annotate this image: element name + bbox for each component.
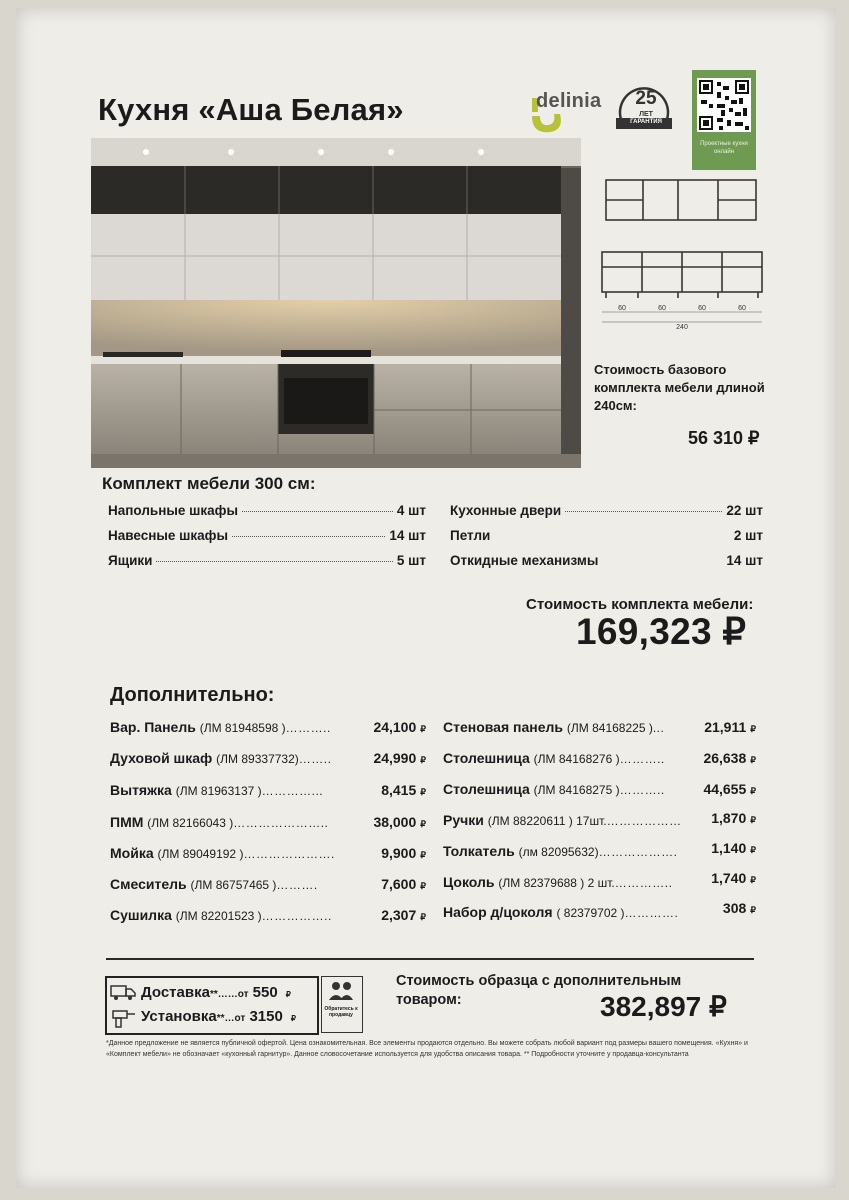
- delivery-mark: **: [209, 989, 218, 1000]
- dim-label: 60: [618, 305, 626, 312]
- consultant-icon: [328, 980, 354, 1002]
- guarantee-years: ЛЕТ: [639, 111, 653, 118]
- dim-total-label: 240: [676, 324, 688, 331]
- extra-item-code: (ЛМ 82201523 ): [175, 909, 262, 923]
- extra-item-dots: ………………….: [243, 847, 335, 861]
- extra-item-name: Сушилка: [110, 907, 172, 923]
- set-item-qty: 2 шт: [733, 528, 763, 543]
- currency-sign: ₽: [420, 881, 426, 891]
- extra-item-dots: ………..: [619, 783, 665, 797]
- set-item-qty: 14 шт: [389, 528, 426, 543]
- extra-item-price: [668, 840, 756, 856]
- extra-item: [443, 750, 665, 766]
- price-value: 24,990: [373, 750, 417, 766]
- set-title: Комплект мебели 300 см:: [102, 474, 316, 493]
- extra-item-price: [340, 907, 426, 923]
- price-value: 1,140: [711, 840, 747, 856]
- dim-label: 60: [698, 305, 706, 312]
- extra-item-code: (ЛМ 82379688 ) 2 шт.: [498, 876, 615, 890]
- extra-item: [443, 812, 682, 828]
- page-title: Кухня «Аша Белая»: [98, 92, 404, 127]
- brand-name: delinia: [536, 90, 602, 112]
- extra-item-price: [668, 870, 756, 886]
- extra-item: [443, 904, 678, 920]
- extra-item: [110, 876, 318, 892]
- set-item: [108, 528, 426, 543]
- extra-item-price: [340, 782, 426, 798]
- extra-item-dots: ………….: [624, 906, 679, 920]
- price-value: 1,740: [711, 870, 747, 886]
- extra-item-dots: …………..: [614, 876, 673, 890]
- sample-price-label: Стоимость образца с дополнительным товаром:: [396, 973, 682, 1008]
- extra-item: [443, 843, 677, 859]
- currency-sign: ₽: [750, 845, 756, 855]
- extra-item-name: Духовой шкаф: [110, 750, 213, 766]
- base-price-label: Стоимость базового комплекта мебели длиной 240см:: [594, 362, 765, 413]
- currency-sign: ₽: [420, 755, 426, 765]
- extra-item-code: (ЛМ 84168225 ): [566, 721, 653, 735]
- price-value: 44,655: [703, 781, 747, 797]
- extra-item-name: Стеновая панель: [443, 719, 564, 735]
- price-value: 8,415: [381, 782, 417, 798]
- extra-item-code: (ЛМ 84168276 ): [533, 752, 620, 766]
- set-item-name: Навесные шкафы: [108, 528, 229, 543]
- extra-item: [110, 719, 331, 735]
- extra-item-price: [340, 876, 426, 892]
- extra-item: [110, 907, 332, 923]
- extra-item-price: [340, 719, 426, 735]
- extra-item-name: Мойка: [110, 845, 154, 861]
- dim-label: 60: [738, 305, 746, 312]
- extra-item-name: Вар. Панель: [110, 719, 196, 735]
- install-from: …от: [224, 1013, 246, 1024]
- delivery-price: 550: [252, 984, 278, 1001]
- price-value: 9,900: [381, 845, 417, 861]
- extra-item-dots: ………..: [285, 721, 331, 735]
- extra-item-price: [668, 750, 756, 766]
- set-item-name: Откидные механизмы: [450, 553, 599, 568]
- set-item: [108, 553, 426, 568]
- currency-sign: ₽: [750, 755, 756, 765]
- set-item-qty: 5 шт: [396, 553, 426, 568]
- set-total-label: Стоимость комплекта мебели:: [526, 596, 754, 613]
- price-value: 7,600: [381, 876, 417, 892]
- extra-item-dots: ………………: [606, 814, 682, 828]
- extra-item-dots: ……………….: [598, 845, 678, 859]
- extra-item-code: (ЛМ 89049192 ): [157, 847, 244, 861]
- currency-sign: ₽: [750, 815, 756, 825]
- extra-item-dots: ……….: [276, 878, 318, 892]
- divider: [106, 958, 754, 960]
- extra-item-price: [668, 810, 756, 826]
- extras-title: Дополнительно:: [110, 684, 275, 706]
- extra-item: [110, 845, 335, 861]
- currency-sign: ₽: [420, 724, 426, 734]
- install-label: Установка: [141, 1008, 217, 1025]
- price-value: 2,307: [381, 907, 417, 923]
- set-item: [108, 503, 426, 518]
- extra-item-price: [668, 900, 756, 916]
- base-price-value: 56 310 ₽: [688, 428, 760, 448]
- delivery-truck-icon: [110, 983, 136, 1001]
- set-item-qty: 22 шт: [726, 503, 763, 518]
- guarantee-number: 25: [635, 88, 657, 109]
- price-value: 21,911: [704, 719, 747, 735]
- set-item: [450, 528, 763, 543]
- set-item-name: Петли: [450, 528, 491, 543]
- kitchen-photo: [91, 138, 581, 468]
- delivery-row: [141, 984, 291, 1001]
- extra-item: [110, 782, 323, 798]
- kitchen-dimension-diagram: [598, 172, 770, 332]
- price-value: 26,638: [703, 750, 747, 766]
- set-item: [450, 503, 763, 518]
- install-price: 3150: [249, 1008, 283, 1025]
- currency-sign: ₽: [750, 786, 756, 796]
- extra-item: [110, 814, 328, 830]
- set-item: [450, 553, 763, 568]
- currency-sign: ₽: [420, 787, 426, 797]
- price-value: 38,000: [373, 814, 417, 830]
- extra-item-dots: ………..: [619, 752, 665, 766]
- currency-sign: ₽: [420, 819, 426, 829]
- extra-item-code: (ЛМ 88220611 ) 17шт.: [487, 814, 607, 828]
- currency-sign: ₽: [750, 724, 756, 734]
- extra-item-dots: ……………..: [261, 909, 332, 923]
- extra-item-dots: …………...: [261, 784, 324, 798]
- extra-item-price: [340, 845, 426, 861]
- extra-item-name: Толкатель: [443, 843, 515, 859]
- currency-sign: ₽: [750, 875, 756, 885]
- extra-item-name: Столешница: [443, 781, 530, 797]
- extra-item-code: (ЛМ 81963137 ): [175, 784, 262, 798]
- delivery-from: ……от: [217, 989, 249, 1000]
- price-value: 24,100: [373, 719, 417, 735]
- currency-sign: ₽: [420, 850, 426, 860]
- extra-item: [443, 874, 672, 890]
- extra-item-dots: ……..: [298, 752, 332, 766]
- extra-item-name: Набор д/цоколя: [443, 904, 553, 920]
- extra-item-dots: ...: [652, 721, 665, 735]
- sample-price-value: 382,897 ₽: [600, 991, 727, 1022]
- footnote: *Данное предложение не является публичной офертой. Цена ознакомительная. Все элементы продаются отдельно. Вы можете собрать любой вариант под размеры вашего помещения. «Кухня» и «Комплект мебели» не обозначает «кухонный гарнитур». Данное словосочетание используется для удобства описания товара. ** Подробности уточните у продавца-консультанта: [106, 1040, 748, 1058]
- extra-item-name: Цоколь: [443, 874, 495, 890]
- extra-item-name: Ручки: [443, 812, 484, 828]
- price-value: 1,870: [711, 810, 747, 826]
- extra-item-name: Столешница: [443, 750, 530, 766]
- extra-item-price: [340, 814, 426, 830]
- set-item-name: Ящики: [108, 553, 153, 568]
- extra-item-name: Вытяжка: [110, 782, 172, 798]
- extra-item-price: [668, 781, 756, 797]
- qr-code-icon[interactable]: [697, 78, 751, 132]
- qr-caption: Проектные кухни онлайн: [700, 141, 748, 155]
- extra-item-code: (ЛМ 82166043 ): [147, 816, 234, 830]
- set-item-name: Напольные шкафы: [108, 503, 238, 518]
- extra-item: [443, 719, 664, 735]
- currency-sign: ₽: [290, 1014, 296, 1023]
- extra-item-code: (ЛМ 84168275 ): [533, 783, 620, 797]
- extra-item-code: ( 82379702 ): [556, 906, 625, 920]
- set-item-qty: 14 шт: [726, 553, 763, 568]
- extra-item: [110, 750, 331, 766]
- set-item-qty: 4 шт: [396, 503, 426, 518]
- currency-sign: ₽: [285, 990, 291, 999]
- delivery-label: Доставка: [141, 984, 210, 1001]
- contact-seller-text: Обратитесь к продавцу: [324, 1006, 358, 1018]
- extra-item-price: [668, 719, 756, 735]
- currency-sign: ₽: [420, 912, 426, 922]
- dim-label: 60: [658, 305, 666, 312]
- extra-item-name: ПММ: [110, 814, 144, 830]
- extra-item-code: (ЛМ 86757465 ): [190, 878, 277, 892]
- set-item-name: Кухонные двери: [450, 503, 562, 518]
- extra-item-code: (ЛМ 81948598 ): [199, 721, 286, 735]
- price-value: 308: [722, 900, 747, 916]
- extra-item-code: (ЛМ 89337732): [216, 752, 299, 766]
- install-row: [141, 1008, 296, 1025]
- extra-item-dots: …………………..: [233, 816, 329, 830]
- set-total-price: 169,323 ₽: [576, 611, 747, 652]
- install-mark: **: [216, 1013, 225, 1024]
- extra-item-price: [340, 750, 426, 766]
- drill-icon: [110, 1008, 136, 1028]
- extra-item-name: Смеситель: [110, 876, 187, 892]
- currency-sign: ₽: [750, 905, 756, 915]
- extra-item-code: (лм 82095632): [518, 845, 599, 859]
- guarantee-word: ГАРАНТИЯ: [630, 119, 662, 125]
- extra-item: [443, 781, 665, 797]
